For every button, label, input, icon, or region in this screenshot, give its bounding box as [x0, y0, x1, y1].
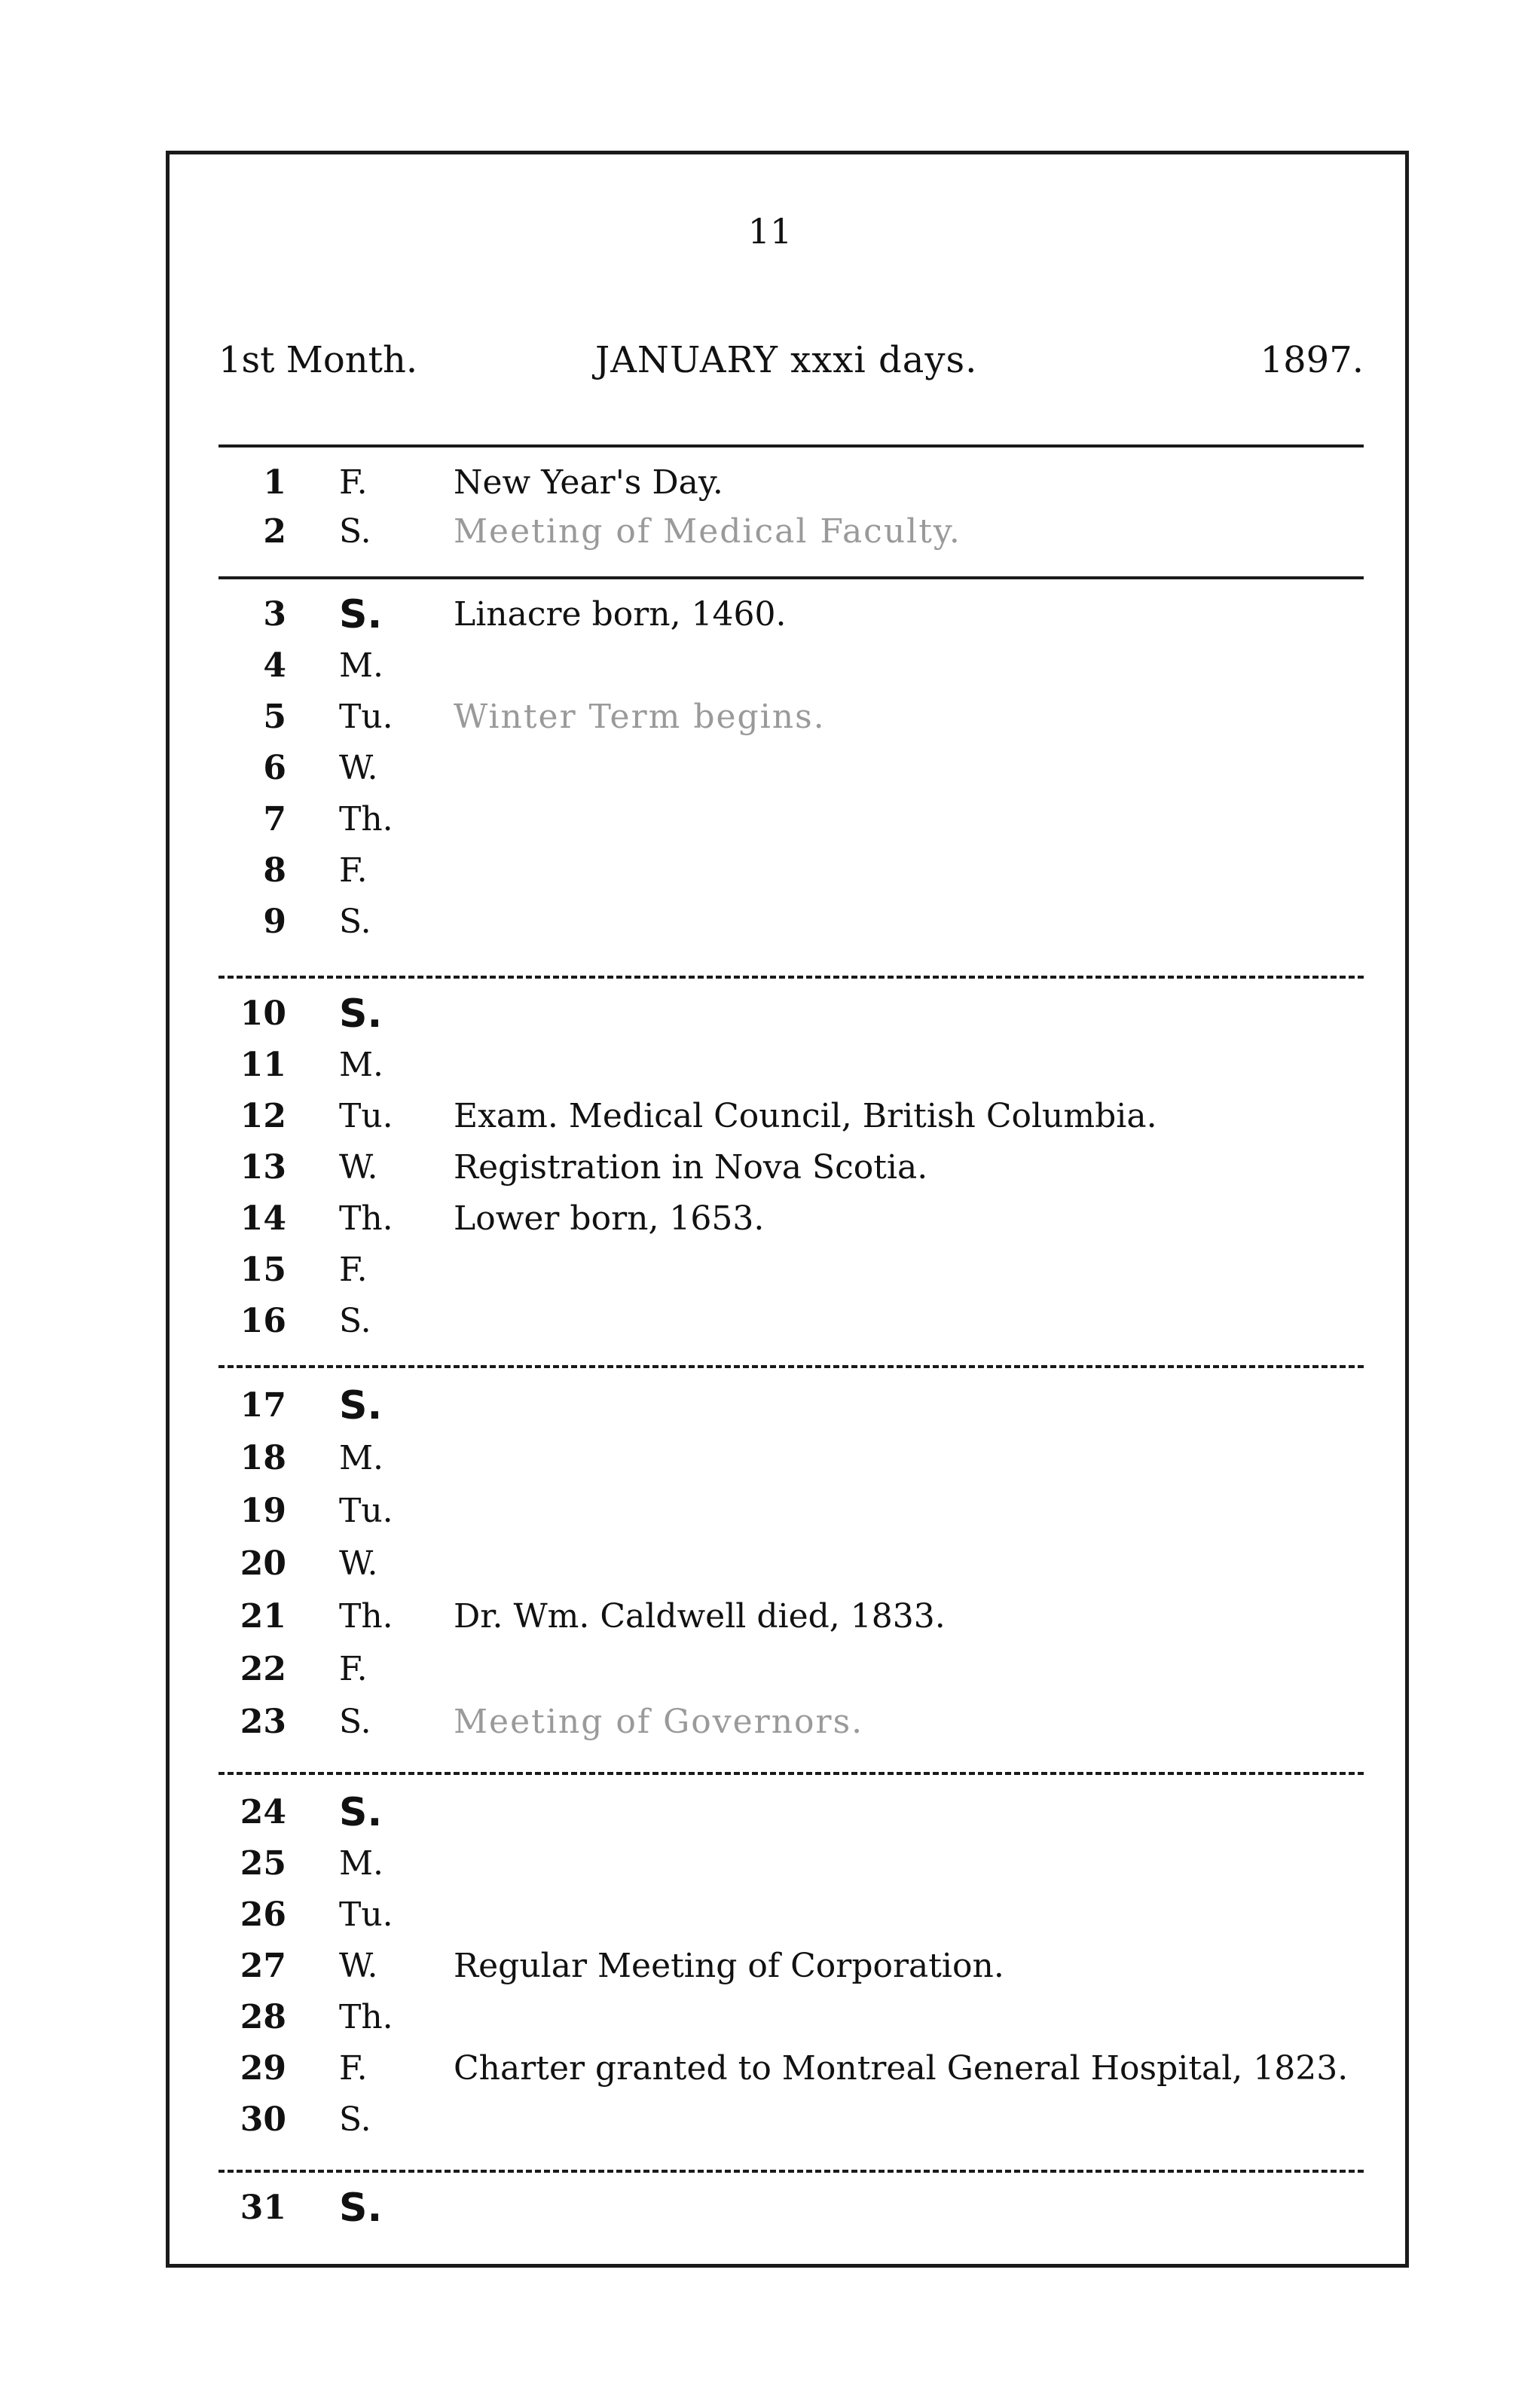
date-number: 14 — [240, 1199, 286, 1238]
event-text: Registration in Nova Scotia. — [454, 1148, 928, 1187]
weekday-abbrev: S. — [339, 592, 383, 637]
weekday-abbrev: Tu. — [339, 1492, 393, 1530]
heading-rule — [218, 444, 1364, 448]
weekday-abbrev: Th. — [339, 1597, 393, 1636]
weekday-abbrev: W. — [339, 1947, 378, 1985]
date-number: 12 — [240, 1097, 286, 1135]
calendar-row — [218, 1544, 1394, 1597]
calendar-row — [218, 512, 1394, 565]
calendar-row — [218, 1199, 1394, 1252]
weekday-abbrev: S. — [339, 1302, 371, 1340]
date-number: 30 — [240, 2100, 286, 2139]
weekday-abbrev: S. — [339, 991, 383, 1037]
event-text: Lower born, 1653. — [454, 1199, 765, 1238]
calendar-row — [218, 1439, 1394, 1492]
date-number: 22 — [240, 1650, 286, 1688]
event-text: Linacre born, 1460. — [454, 595, 787, 634]
weekday-abbrev: F. — [339, 851, 368, 890]
calendar-row — [218, 2100, 1394, 2153]
date-number: 1 — [263, 463, 286, 502]
calendar-row — [218, 1947, 1394, 1999]
calendar-row — [218, 1046, 1394, 1098]
weekday-abbrev: Tu. — [339, 1097, 393, 1135]
date-number: 20 — [240, 1544, 286, 1583]
date-number: 9 — [263, 903, 286, 941]
date-number: 11 — [240, 1046, 286, 1084]
date-number: 18 — [240, 1439, 286, 1477]
month-title: JANUARY xxxi days. — [595, 339, 978, 381]
calendar-row — [218, 698, 1394, 750]
weekday-abbrev: Th. — [339, 800, 393, 839]
date-number: 5 — [263, 698, 286, 736]
calendar-row — [218, 1895, 1394, 1948]
event-text: Exam. Medical Council, British Columbia. — [454, 1097, 1157, 1135]
calendar-row — [218, 1998, 1394, 2051]
date-number: 25 — [240, 1844, 286, 1883]
weekday-abbrev: W. — [339, 1544, 378, 1583]
weekday-abbrev: S. — [339, 1703, 371, 1741]
weekday-abbrev: S. — [339, 1790, 383, 1835]
date-number: 17 — [240, 1386, 286, 1425]
date-number: 28 — [240, 1998, 286, 2036]
weekday-abbrev: Th. — [339, 1199, 393, 1238]
weekday-abbrev: Tu. — [339, 1895, 393, 1934]
event-text: Charter granted to Montreal General Hospital, 1823. — [454, 2049, 1349, 2088]
weekday-abbrev: F. — [339, 1251, 368, 1289]
calendar-row — [218, 2049, 1394, 2102]
date-number: 6 — [263, 749, 286, 787]
date-number: 13 — [240, 1148, 286, 1187]
date-number: 10 — [240, 994, 286, 1033]
date-number: 21 — [240, 1597, 286, 1636]
weekday-abbrev: S. — [339, 2186, 383, 2231]
week-rule — [218, 576, 1364, 579]
weekday-abbrev: M. — [339, 1844, 384, 1883]
weekday-abbrev: W. — [339, 749, 378, 787]
date-number: 3 — [263, 595, 286, 634]
weekday-abbrev: S. — [339, 2100, 371, 2139]
event-text: Winter Term begins. — [454, 698, 826, 736]
date-number: 27 — [240, 1947, 286, 1985]
month-label: 1st Month. — [218, 339, 418, 381]
week-rule — [218, 1365, 1364, 1368]
date-number: 24 — [240, 1793, 286, 1831]
calendar-row — [218, 903, 1394, 955]
weekday-abbrev: F. — [339, 2049, 368, 2088]
date-number: 26 — [240, 1895, 286, 1934]
date-number: 15 — [240, 1251, 286, 1289]
weekday-abbrev: M. — [339, 1046, 384, 1084]
calendar-row — [218, 1703, 1394, 1755]
calendar-row — [218, 991, 1394, 1047]
calendar-row — [218, 1597, 1394, 1650]
calendar-heading — [218, 339, 1364, 384]
calendar-row — [218, 1302, 1394, 1355]
event-text: Meeting of Medical Faculty. — [454, 512, 961, 551]
calendar-row — [218, 1844, 1394, 1897]
weekday-abbrev: M. — [339, 1439, 384, 1477]
calendar-row — [218, 1492, 1394, 1544]
weekday-abbrev: S. — [339, 1383, 383, 1428]
week-rule — [218, 2170, 1364, 2173]
weekday-abbrev: W. — [339, 1148, 378, 1187]
date-number: 8 — [263, 851, 286, 890]
date-number: 2 — [263, 512, 286, 551]
event-text: Dr. Wm. Caldwell died, 1833. — [454, 1597, 946, 1636]
calendar-row — [218, 1650, 1394, 1703]
weekday-abbrev: F. — [339, 463, 368, 502]
calendar-row — [218, 1251, 1394, 1303]
calendar-row — [218, 1790, 1394, 1846]
date-number: 16 — [240, 1302, 286, 1340]
event-text: Regular Meeting of Corporation. — [454, 1947, 1004, 1985]
date-number: 19 — [240, 1492, 286, 1530]
calendar-row — [218, 1148, 1394, 1201]
weekday-abbrev: Tu. — [339, 698, 393, 736]
year-label: 1897. — [1260, 339, 1364, 381]
weekday-abbrev: Th. — [339, 1998, 393, 2036]
calendar-row — [218, 749, 1394, 802]
calendar-row — [218, 463, 1394, 516]
calendar-row — [218, 851, 1394, 904]
date-number: 23 — [240, 1703, 286, 1741]
date-number: 31 — [240, 2189, 286, 2227]
date-number: 7 — [263, 800, 286, 839]
event-text: New Year's Day. — [454, 463, 723, 502]
week-rule — [218, 976, 1364, 979]
weekday-abbrev: S. — [339, 512, 371, 551]
date-number: 29 — [240, 2049, 286, 2088]
calendar-row — [218, 592, 1394, 648]
calendar-row — [218, 1097, 1394, 1150]
calendar-row — [218, 1383, 1394, 1439]
weekday-abbrev: S. — [339, 903, 371, 941]
week-rule — [218, 1772, 1364, 1775]
calendar-row — [218, 2186, 1394, 2241]
weekday-abbrev: F. — [339, 1650, 368, 1688]
weekday-abbrev: M. — [339, 646, 384, 685]
page-number: 11 — [747, 211, 793, 252]
event-text: Meeting of Governors. — [454, 1703, 864, 1741]
calendar-row — [218, 800, 1394, 853]
date-number: 4 — [263, 646, 286, 685]
calendar-row — [218, 646, 1394, 699]
